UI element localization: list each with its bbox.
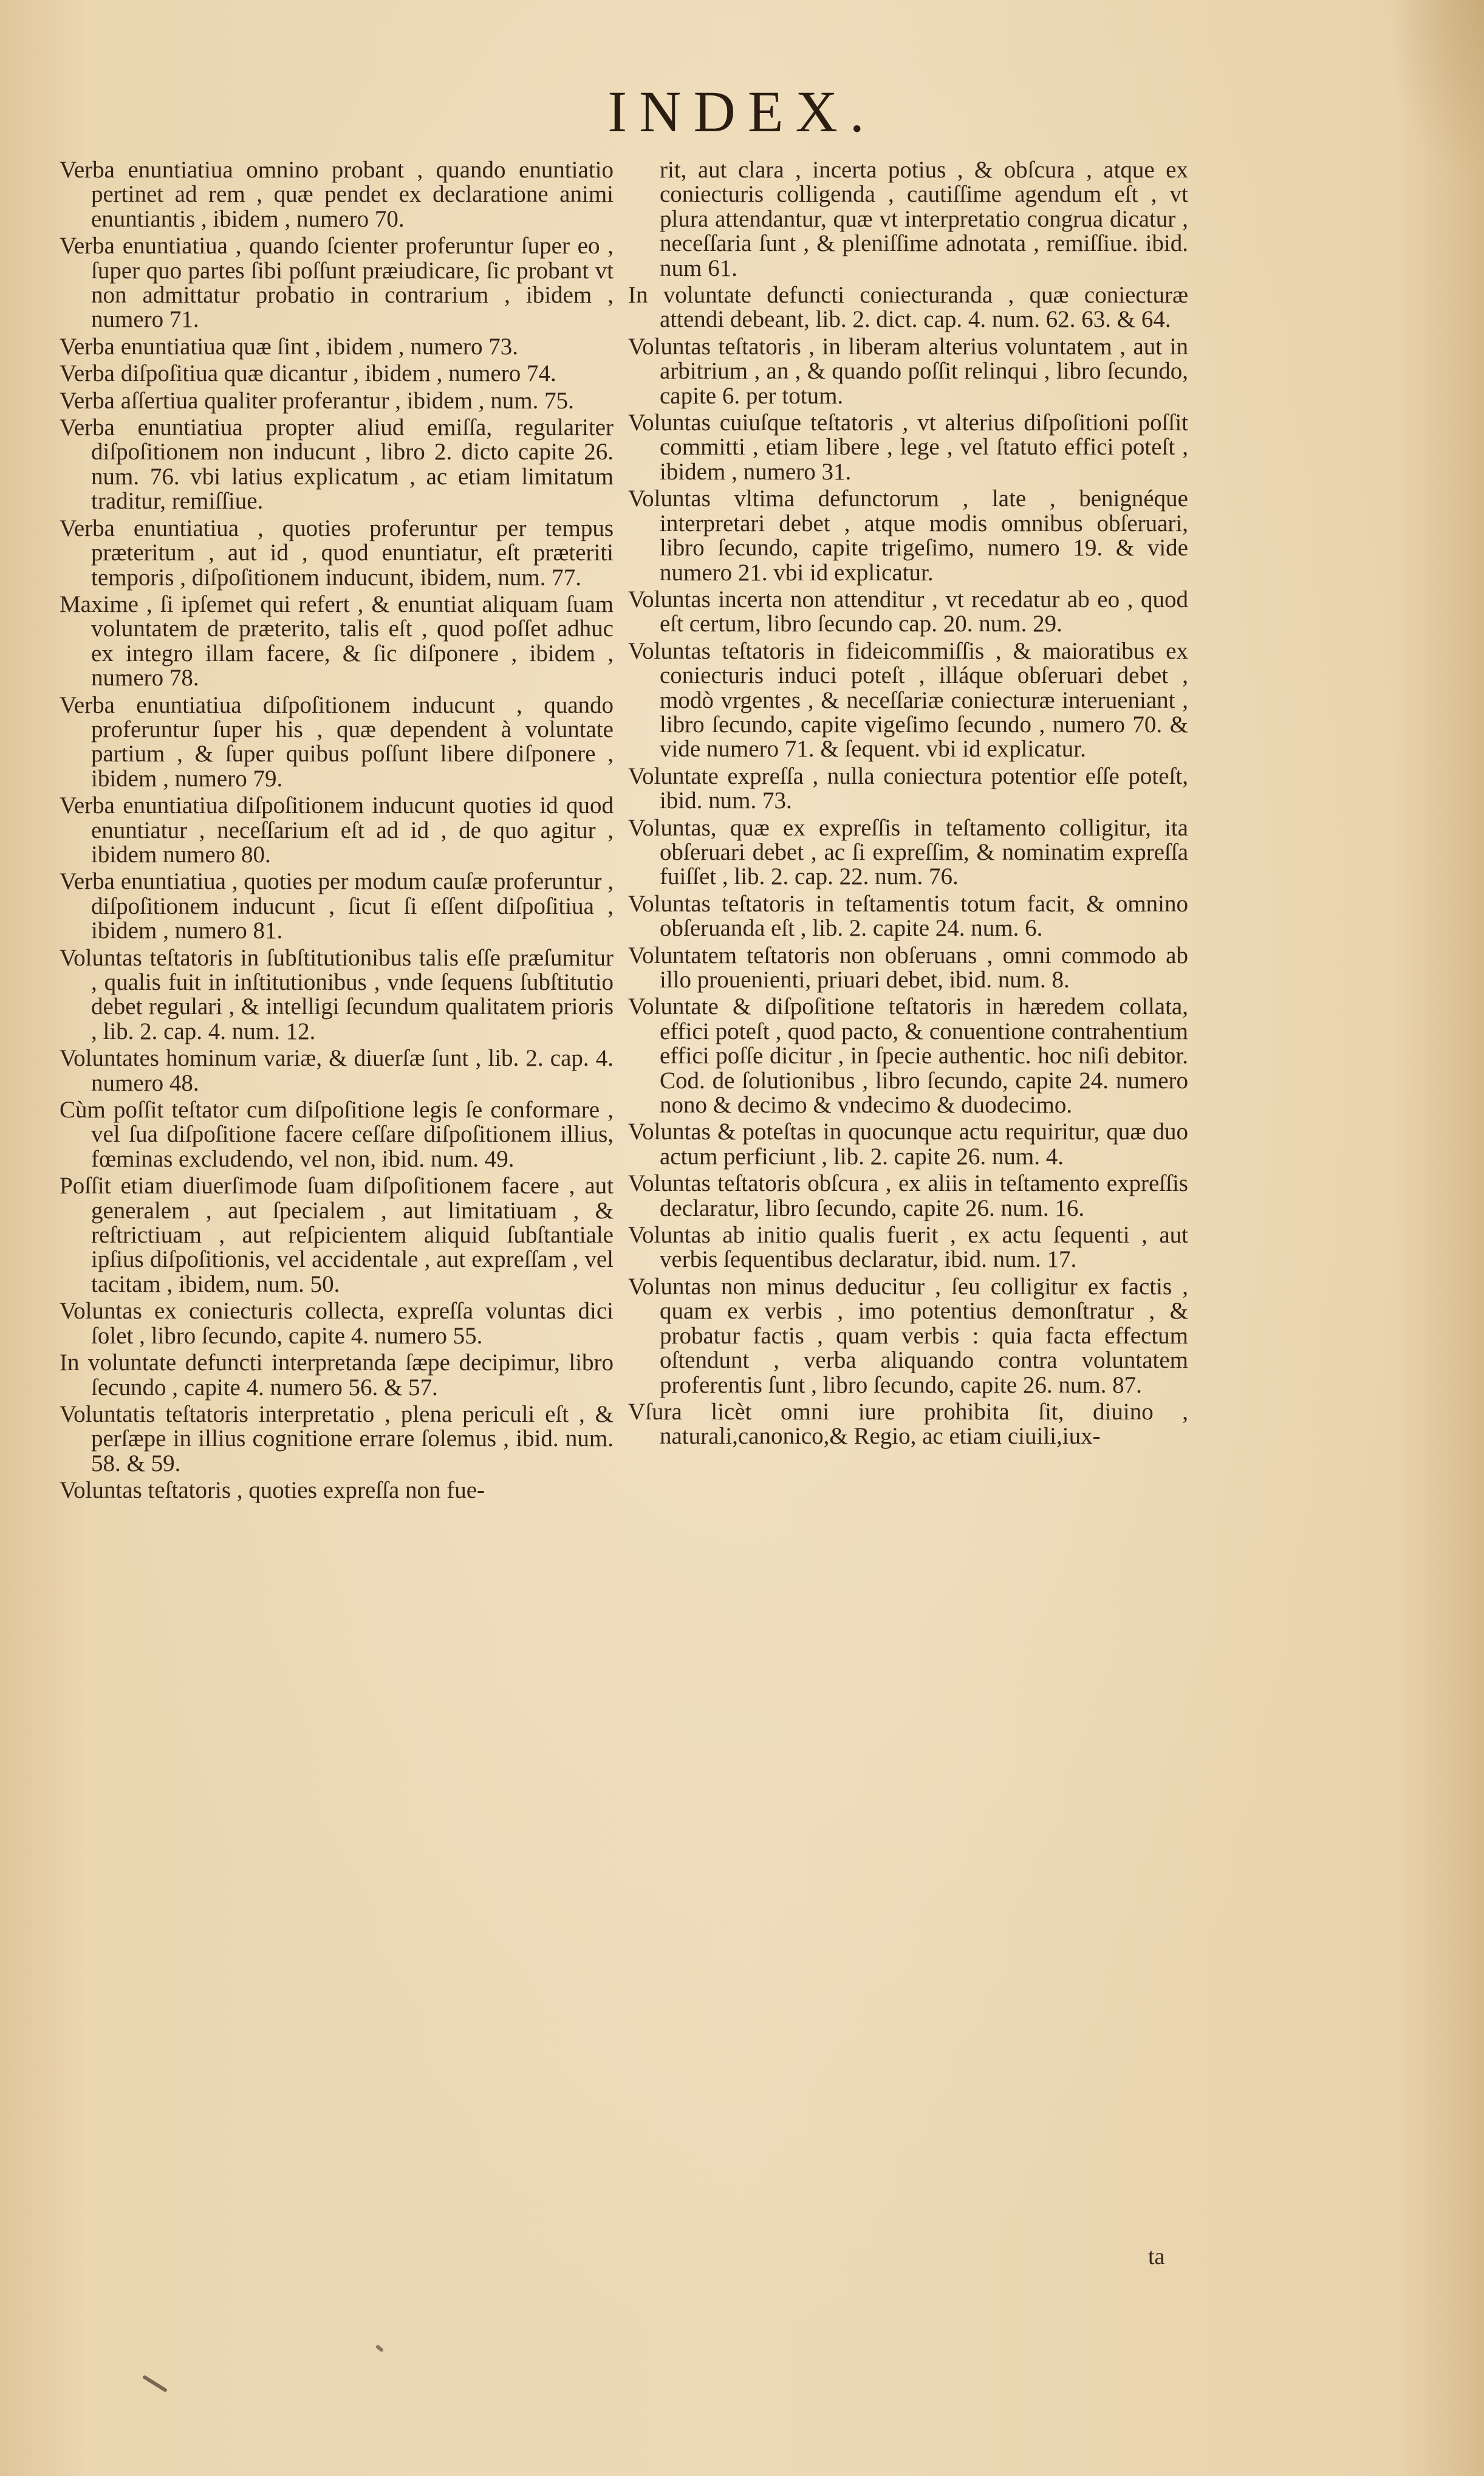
index-entry: Verba enuntiatiua diſpoſitionem inducunt quoties id quod enuntiatur , neceſſarium eſt ad id , de quo agitur , ibidem numero 80. (60, 792, 614, 868)
index-entry: Voluntatem teſtatoris non obſeruans , omni commodo ab illo prouenienti, priuari debet, ibid. num. 8. (628, 942, 1188, 993)
index-entry: Voluntas ex coniecturis collecta, expreſſa voluntas dici ſolet , libro ſecundo, capite 4. numero 55. (60, 1298, 614, 1349)
index-column-right (628, 158, 1188, 1452)
index-entry: Voluntas teſtatoris in fideicommiſſis , & maioratibus ex coniecturis induci poteſt , illáque obſeruari debet , modò vrgentes , & neceſſariæ coniecturæ interueniant , libro ſecundo, capite vigeſimo ſecundo , numero 70. & vide numero 71. & ſequent. vbi id explicatur. (628, 637, 1188, 763)
index-entry: Verba enuntiatiua diſpoſitionem inducunt , quando proferuntur ſuper his , quæ dependent à voluntate partium , & ſuper quibus poſſunt libere diſponere , ibidem , numero 79. (60, 691, 614, 792)
index-entry: Poſſit etiam diuerſimode ſuam diſpoſitionem facere , aut generalem , aut ſpecialem , aut limitatiuam , & reſtrictiuam , aut reſpicientem aliquid ſubſtantiale ipſius diſpoſitionis, vel accidentale , aut expreſſam , vel tacitam , ibidem, num. 50. (60, 1173, 614, 1297)
index-entry: Voluntas vltima defunctorum , late , benignéque interpretari debet , atque modis omnibus obſeruari, libro ſecundo, capite trigeſimo, numero 19. & vide numero 21. vbi id explicatur. (628, 485, 1188, 586)
index-entry: Voluntas teſtatoris , quoties expreſſa non fue- (60, 1477, 485, 1504)
index-entry: Voluntas & poteſtas in quocunque actu requiritur, quæ duo actum perficiunt , lib. 2. capite 26. num. 4. (628, 1119, 1188, 1170)
index-entry: Voluntas teſtatoris in teſtamentis totum facit, & omnino obſeruanda eſt , lib. 2. capite 24. num. 6. (628, 890, 1188, 942)
index-entry: Verba enuntiatiua , quoties proferuntur per tempus præteritum , aut id , quod enuntiatur, eſt præteriti temporis , diſpoſitionem inducunt, ibidem, num. 77. (60, 515, 614, 591)
index-entry: Voluntas, quæ ex expreſſis in teſtamento colligitur, ita obſeruari debet , ac ſi expreſſim, & nominatim expreſſa fuiſſet , lib. 2. cap. 22. num. 76. (628, 814, 1188, 890)
index-entry: Voluntas ab initio qualis fuerit , ex actu ſequenti , aut verbis ſequentibus declaratur, ibid. num. 17. (628, 1222, 1188, 1273)
index-entry: Verba aſſertiua qualiter proferantur , ibidem , num. 75. (60, 387, 574, 414)
index-entry: Voluntate expreſſa , nulla coniectura potentior eſſe poteſt, ibid. num. 73. (628, 763, 1188, 814)
ink-mark (375, 2344, 385, 2353)
catchword: ta (1148, 2244, 1165, 2269)
index-entry: Voluntatis teſtatoris interpretatio , plena periculi eſt , & perſæpe in illius cognitione errare ſolemus , ibid. num. 58. & 59. (60, 1401, 614, 1476)
index-entry: In voluntate defuncti coniecturanda , quæ coniecturæ attendi debeant, lib. 2. dict. cap. 4. num. 62. 63. & 64. (628, 282, 1188, 333)
ink-mark (142, 2375, 168, 2392)
index-entry: Voluntas teſtatoris obſcura , ex aliis in teſtamento expreſſis declaratur, libro ſecundo, capite 26. num. 16. (628, 1170, 1188, 1221)
index-entry: Verba enuntiatiua propter aliud emiſſa, regulariter diſpoſitionem non inducunt , libro 2. dicto capite 26. num. 76. vbi latius explicatum , ac etiam limitatum traditur, remiſſiue. (60, 414, 614, 515)
index-entry: Verba enuntiatiua , quoties per modum cauſæ proferuntur , diſpoſitionem inducunt , ſicut ſi eſſent diſpoſitiua , ibidem , numero 81. (60, 868, 614, 944)
index-entry: Verba enuntiatiua , quando ſcienter proferuntur ſuper eo , ſuper quo partes ſibi poſſunt præiudicare, ſic probant vt non admittatur probatio in contrarium , ibidem , numero 71. (60, 233, 614, 333)
index-entry: Voluntas teſtatoris in ſubſtitutionibus talis eſſe præſumitur , qualis fuit in inſtitutionibus , vnde ſequens ſubſtitutio debet regulari , & intelligi ſecundum qualitatem prioris , lib. 2. cap. 4. num. 12. (60, 944, 614, 1044)
page-title: INDEX. (607, 79, 877, 144)
index-entry: In voluntate defuncti interpretanda ſæpe decipimur, libro ſecundo , capite 4. numero 56. & 57. (60, 1349, 614, 1401)
index-entry: Voluntas cuiuſque teſtatoris , vt alterius diſpoſitioni poſſit committi , etiam libere , lege , vel ſtatuto effici poteſt , ibidem , numero 31. (628, 410, 1188, 485)
index-entry: Voluntas non minus deducitur , ſeu colligitur ex factis , quam ex verbis , imo potentius demonſtratur , & probatur factis , quam verbis : quia facta effectum oſtendunt , verba aliquando contra voluntatem proferentis ſunt , libro ſecundo, capite 26. num. 87. (628, 1273, 1188, 1398)
index-entry: Vſura licèt omni iure prohibita ſit, diuino , naturali,canonico,& Regio, ac etiam ciuili,iux- (628, 1398, 1188, 1450)
index-entry: Voluntas incerta non attenditur , vt recedatur ab eo , quod eſt certum, libro ſecundo cap. 20. num. 29. (628, 586, 1188, 637)
index-entry: Cùm poſſit teſtator cum diſpoſitione legis ſe conformare , vel ſua diſpoſitione facere ceſſare diſpoſitionem illius, fœminas excludendo, vel non, ibid. num. 49. (60, 1097, 614, 1172)
index-entry: Verba diſpoſitiua quæ dicantur , ibidem , numero 74. (60, 360, 556, 387)
index-entry: Voluntates hominum variæ, & diuerſæ ſunt , lib. 2. cap. 4. numero 48. (60, 1045, 614, 1096)
index-entry-continuation: rit, aut clara , incerta potius , & obſcura , atque ex coniecturis colligenda , cautiſſime agendum eſt , vt plura attendantur, quæ vt interpretatio congrua dicatur , neceſſaria ſunt , & pleniſſime adnotata , remiſſiue. ibid. num 61. (660, 157, 1188, 281)
index-entry: Voluntas teſtatoris , in liberam alterius voluntatem , aut in arbitrium , an , & quando poſſit relinqui , libro ſecundo, capite 6. per totum. (628, 333, 1188, 409)
index-column-left (60, 158, 614, 1506)
index-entry: Verba enuntiatiua quæ ſint , ibidem , numero 73. (60, 333, 518, 360)
index-entry: Verba enuntiatiua omnino probant , quando enuntiatio pertinet ad rem , quæ pendet ex declaratione animi enuntiantis , ibidem , numero 70. (60, 157, 614, 232)
index-entry: Voluntate & diſpoſitione teſtatoris in hæredem collata, effici poteſt , quod pacto, & conuentione contrahentium effici poſſe dicitur , in ſpecie authentic. hoc niſi debitor. Cod. de ſolutionibus , libro ſecundo, capite 24. numero nono & decimo & vndecimo & duodecimo. (628, 993, 1188, 1119)
index-entry: Maxime , ſi ipſemet qui refert , & enuntiat aliquam ſuam voluntatem de præterito, talis eſt , quod poſſet adhuc ex integro illam facere, & ſic diſponere , ibidem , numero 78. (60, 591, 614, 691)
